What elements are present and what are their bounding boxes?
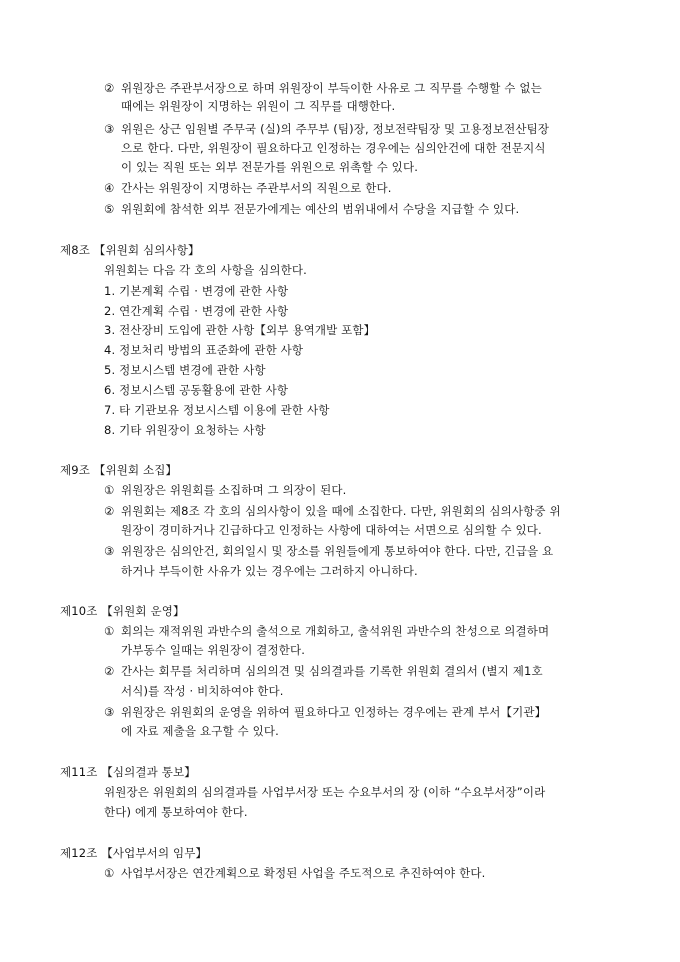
article-9-item-2-line-2: 원장이 경미하거나 긴급하다고 인정하는 사항에 대하여는 서면으로 심의할 수 있다. — [121, 523, 542, 537]
circled-number: ② — [104, 504, 115, 518]
article-8-item-2: 2. 연간계획 수립 · 변경에 관한 사항 — [104, 304, 289, 318]
circled-number: ② — [104, 81, 115, 95]
article-8-item-4: 4. 정보처리 방법의 표준화에 관한 사항 — [104, 343, 304, 357]
article-8-item-6: 6. 정보시스템 공동활용에 관한 사항 — [104, 383, 289, 397]
top-item-3-line-2: 으로 한다. 다만, 위원장이 필요하다고 인정하는 경우에는 심의안건에 대한 전문지식 — [121, 141, 546, 155]
circled-number: ① — [104, 866, 115, 880]
top-item-4-line-1: ④ 간사는 위원장이 지명하는 주관부서의 직원으로 한다. — [104, 181, 392, 195]
circled-number: ③ — [104, 544, 115, 558]
article-11-text-line-1: 위원장은 위원회의 심의결과를 사업부서장 또는 수요부서의 장 (이하 “수요부서장”이라 — [104, 785, 546, 799]
circled-number: ① — [104, 483, 115, 497]
article-8-item-3: 3. 전산장비 도입에 관한 사항【외부 용역개발 포함】 — [104, 323, 376, 337]
article-8-item-1: 1. 기본계획 수립 · 변경에 관한 사항 — [104, 284, 289, 298]
top-item-3-line-1: ③ 위원은 상근 임원별 주무국 (실)의 주무부 (팀)장, 정보전략팀장 및 고용정보전산팀장 — [104, 122, 550, 136]
article-10-item-3-line-1: ③ 위원장은 위원회의 운영을 위하여 필요하다고 인정하는 경우에는 관계 부서【기관】 — [104, 705, 547, 719]
article-10-item-1-line-2: 가부동수 일때는 위원장이 결정한다. — [121, 643, 306, 657]
article-10-item-3-line-2: 에 자료 제출을 요구할 수 있다. — [121, 724, 279, 738]
article-10-item-2-line-1: ② 간사는 회무를 처리하며 심의의견 및 심의결과를 기록한 위원회 결의서 (별지 제1호 — [104, 664, 543, 678]
article-9-item-1-line-1: ① 위원장은 위원회를 소집하며 그 의장이 된다. — [104, 483, 347, 497]
top-item-2-line-2: 때에는 위원장이 지명하는 위원이 그 직무를 대행한다. — [121, 99, 396, 113]
article-9-item-3-line-1: ③ 위원장은 심의안건, 회의일시 및 장소를 위원들에게 통보하여야 한다. 다만, 긴급을 요 — [104, 544, 554, 558]
top-item-2-line-1: ② 위원장은 주관부서장으로 하며 위원장이 부득이한 사유로 그 직무를 수행할 수 없는 — [104, 81, 542, 95]
article-9-heading: 제9조 【위원회 소집】 — [60, 463, 178, 477]
article-9-item-2-line-1: ② 위원회는 제8조 각 호의 심의사항이 있을 때에 소집한다. 다만, 위원회의 심의사항중 위 — [104, 504, 561, 518]
circled-number: ③ — [104, 122, 115, 136]
article-10-heading: 제10조 【위원회 운영】 — [60, 604, 185, 618]
article-11-heading: 제11조 【심의결과 통보】 — [60, 765, 196, 779]
article-11-text-line-2: 한다) 에게 통보하여야 한다. — [104, 805, 248, 819]
article-12-item-1-line-1: ① 사업부서장은 연간계획으로 확정된 사업을 주도적으로 추진하여야 한다. — [104, 866, 486, 880]
article-8-item-8: 8. 기타 위원장이 요청하는 사항 — [104, 423, 266, 437]
article-8-heading: 제8조 【위원회 심의사항】 — [60, 243, 200, 257]
circled-number: ④ — [104, 181, 115, 195]
circled-number: ① — [104, 624, 115, 638]
article-10-item-1-line-1: ① 회의는 재적위원 과반수의 출석으로 개회하고, 출석위원 과반수의 찬성으로 의결하며 — [104, 624, 550, 638]
circled-number: ② — [104, 664, 115, 678]
article-10-item-2-line-2: 서식)를 작성 · 비치하여야 한다. — [121, 684, 284, 698]
circled-number: ⑤ — [104, 202, 115, 216]
circled-number: ③ — [104, 705, 115, 719]
article-8-item-7: 7. 타 기관보유 정보시스템 이용에 관한 사항 — [104, 403, 330, 417]
article-12-heading: 제12조 【사업부서의 임무】 — [60, 846, 208, 860]
article-8-intro: 위원회는 다음 각 호의 사항을 심의한다. — [104, 263, 307, 277]
top-item-3-line-3: 이 있는 직원 또는 외부 전문가를 위원으로 위촉할 수 있다. — [121, 160, 419, 174]
article-9-item-3-line-2: 하거나 부득이한 사유가 있는 경우에는 그러하지 아니하다. — [121, 564, 418, 578]
article-8-item-5: 5. 정보시스템 변경에 관한 사항 — [104, 363, 266, 377]
top-item-5-line-1: ⑤ 위원회에 참석한 외부 전문가에게는 예산의 범위내에서 수당을 지급할 수 있다. — [104, 202, 520, 216]
